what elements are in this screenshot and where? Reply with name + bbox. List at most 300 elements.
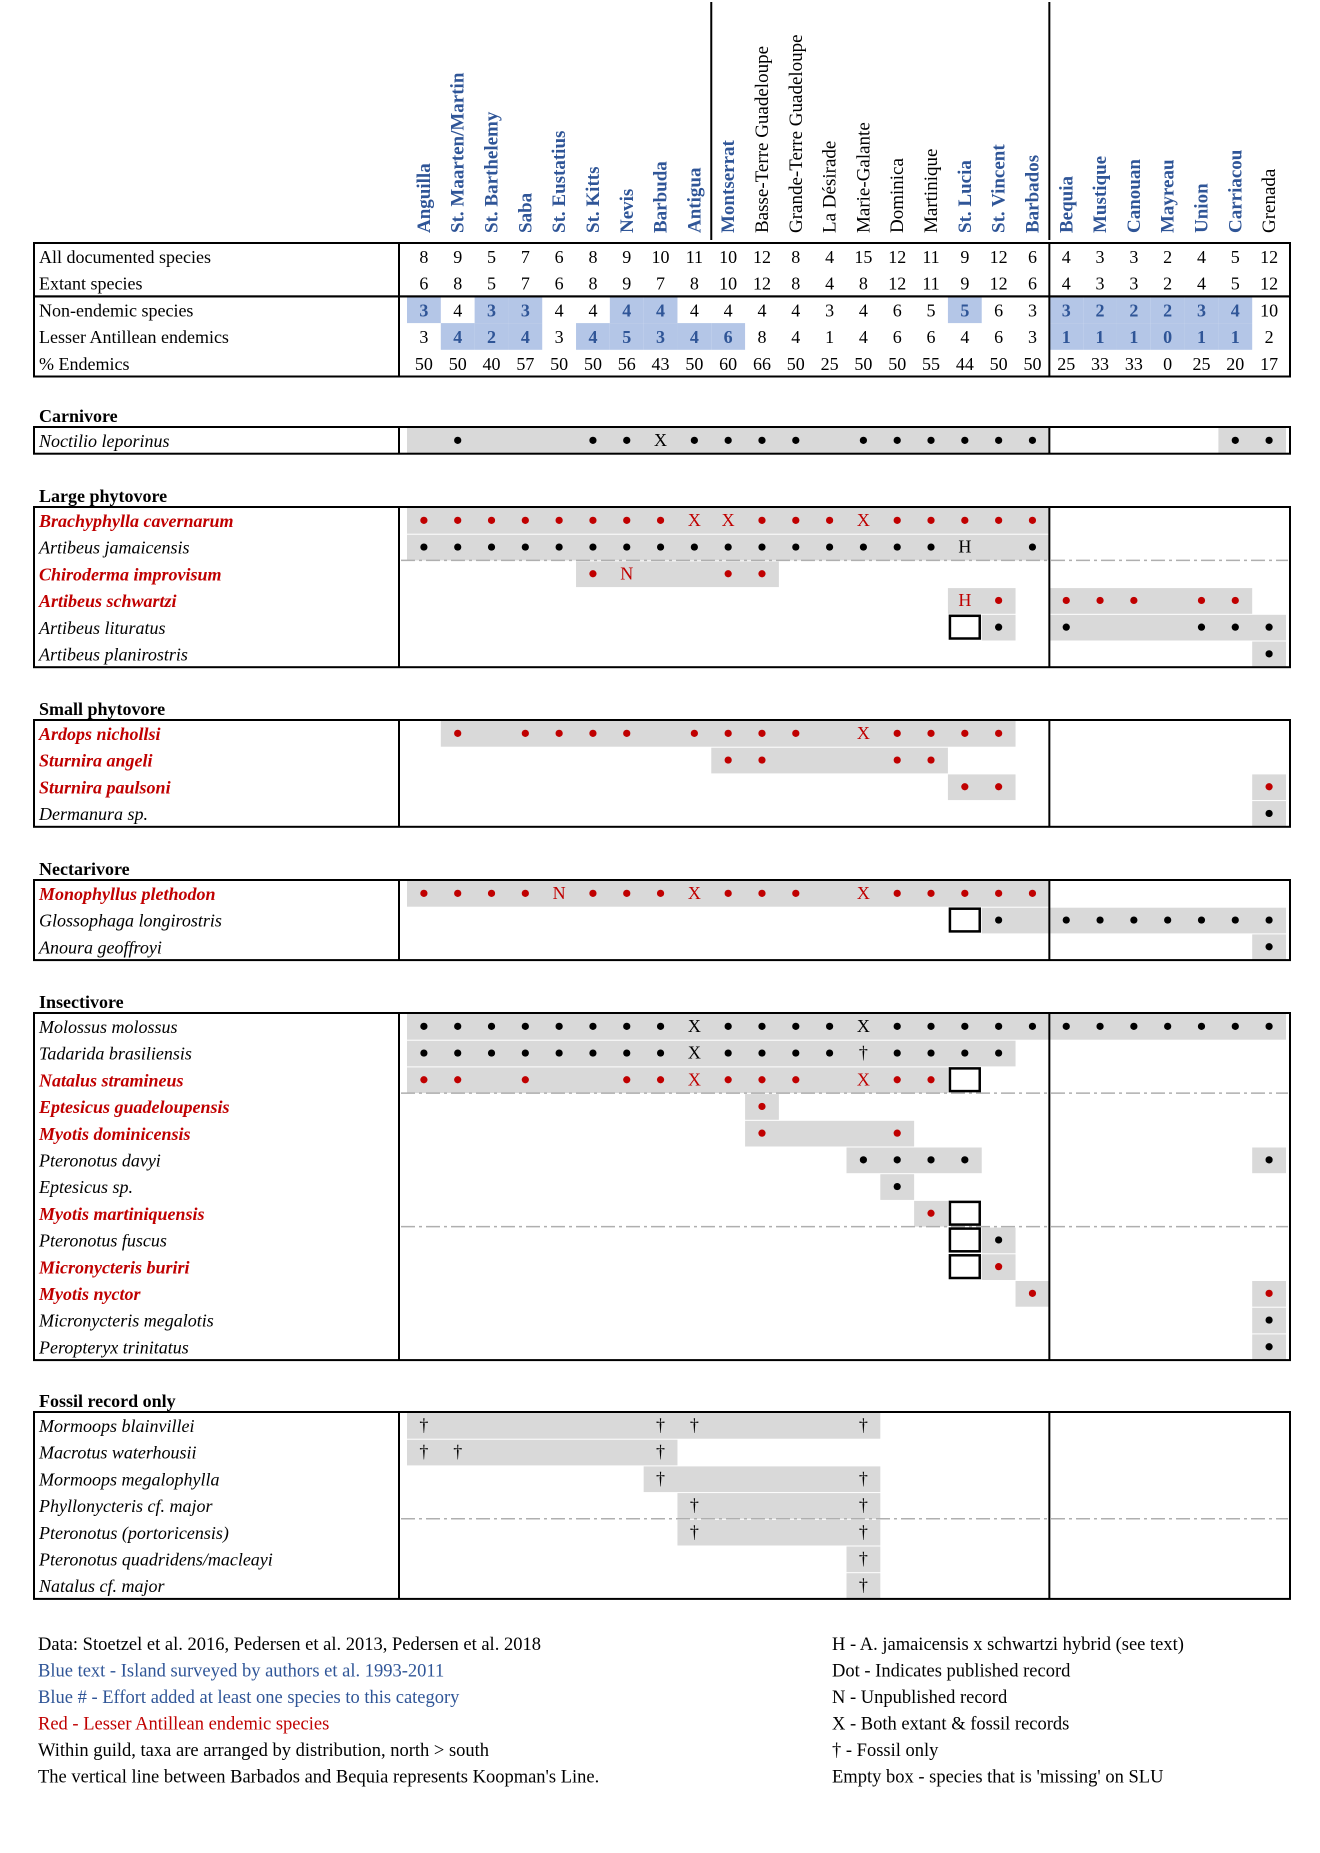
island-header: Anguilla	[413, 163, 435, 233]
section-title: Carnivore	[39, 406, 118, 426]
record-dot	[1265, 1023, 1272, 1030]
species-name: Sturnira angeli	[39, 750, 153, 771]
record-mark: †	[858, 1468, 868, 1489]
record-mark: X	[687, 1016, 701, 1036]
record-dot	[995, 916, 1002, 923]
species-name: Mormoops blainvillei	[39, 1416, 195, 1436]
summary-value: 50	[414, 353, 433, 374]
summary-value: 8	[453, 273, 463, 294]
summary-value: 4	[757, 300, 767, 321]
summary-value: 2	[1129, 300, 1139, 321]
record-dot	[1265, 624, 1272, 631]
record-mark: †	[419, 1415, 429, 1435]
record-dot	[657, 1049, 664, 1056]
record-mark: †	[858, 1042, 868, 1063]
summary-value: 5	[487, 273, 497, 294]
record-mark: H	[958, 590, 972, 611]
summary-value: 15	[854, 247, 873, 267]
record-dot	[1130, 916, 1137, 923]
record-dot	[522, 1023, 529, 1030]
island-header: St. Lucia	[954, 160, 976, 233]
species-name: Mormoops megalophylla	[39, 1469, 220, 1490]
record-dot	[623, 1076, 630, 1083]
summary-value: 6	[892, 327, 902, 348]
summary-value: 10	[719, 273, 738, 294]
record-dot	[725, 437, 732, 444]
legend-left-line: Red - Lesser Antillean endemic species	[38, 1714, 330, 1735]
summary-value: 4	[791, 327, 801, 348]
record-dot	[927, 543, 934, 550]
island-header: Antigua	[684, 167, 706, 233]
island-header: Union	[1191, 183, 1213, 233]
record-dot	[589, 1049, 596, 1056]
record-dot	[758, 1049, 765, 1056]
summary-value: 5	[1230, 273, 1240, 294]
summary-value: 50	[786, 353, 805, 374]
species-name: Pteronotus quadridens/macleayi	[39, 1549, 273, 1570]
record-dot	[995, 1236, 1002, 1243]
island-header: Montserrat	[718, 140, 740, 233]
record-dot	[1265, 810, 1272, 817]
record-dot	[556, 730, 563, 737]
summary-value: 4	[554, 300, 564, 321]
record-dot	[556, 1049, 563, 1056]
record-dot	[792, 543, 799, 550]
summary-value: 50	[685, 353, 704, 374]
record-mark: †	[858, 1548, 868, 1569]
record-dot	[623, 890, 630, 897]
record-dot	[725, 756, 732, 763]
species-name: Eptesicus sp.	[39, 1177, 133, 1198]
record-dot	[1265, 916, 1272, 923]
species-name: Micronycteris megalotis	[39, 1310, 214, 1331]
summary-value: 3	[487, 300, 497, 321]
record-dot	[1063, 597, 1070, 604]
summary-value: 4	[825, 247, 835, 267]
record-dot	[995, 1049, 1002, 1056]
island-header: Grande-Terre Guadeloupe	[785, 34, 807, 233]
record-dot	[657, 890, 664, 897]
record-dot	[758, 890, 765, 897]
summary-value: 33	[1091, 353, 1110, 374]
record-dot	[860, 543, 867, 550]
record-dot	[927, 517, 934, 524]
record-mark: N	[620, 563, 634, 584]
legend-right-line: X - Both extant & fossil records	[832, 1714, 1070, 1735]
island-header: St. Maarten/Martin	[447, 72, 469, 233]
summary-value: 4	[723, 300, 733, 321]
record-dot	[1265, 1156, 1272, 1163]
summary-label: Lesser Antillean endemics	[39, 327, 229, 348]
record-mark: X	[654, 430, 668, 450]
record-dot	[927, 1210, 934, 1217]
record-dot	[758, 730, 765, 737]
species-name: Monophyllus plethodon	[39, 884, 216, 904]
record-dot	[1198, 1023, 1205, 1030]
summary-value: 25	[820, 353, 839, 374]
summary-value: 11	[922, 273, 940, 294]
summary-value: 4	[656, 300, 666, 321]
summary-value: 1	[1061, 327, 1071, 348]
record-dot	[792, 437, 799, 444]
summary-value: 4	[1061, 273, 1071, 294]
record-dot	[556, 1023, 563, 1030]
summary-value: 3	[825, 300, 835, 321]
summary-value: 4	[689, 327, 699, 348]
record-dot	[1063, 1023, 1070, 1030]
summary-value: 9	[960, 273, 970, 294]
island-header: Bequia	[1056, 175, 1078, 233]
summary-value: 50	[888, 353, 907, 374]
summary-value: 5	[487, 247, 497, 267]
summary-value: 3	[1129, 273, 1139, 294]
summary-value: 4	[520, 327, 530, 348]
record-dot	[927, 730, 934, 737]
record-dot	[454, 1023, 461, 1030]
record-mark: †	[656, 1441, 666, 1462]
species-name: Myotis martiniquensis	[39, 1203, 205, 1224]
record-dot	[995, 730, 1002, 737]
summary-value: 10	[719, 247, 738, 267]
record-dot	[454, 1049, 461, 1056]
summary-value: 50	[550, 353, 569, 374]
species-name: Sturnira paulsoni	[39, 777, 171, 798]
record-dot	[657, 517, 664, 524]
record-dot	[792, 1076, 799, 1083]
record-dot	[927, 1049, 934, 1056]
record-dot	[758, 1103, 765, 1110]
summary-value: 4	[858, 300, 868, 321]
record-dot	[961, 730, 968, 737]
island-header: Basse-Terre Guadeloupe	[751, 45, 773, 233]
summary-value: 44	[955, 353, 974, 374]
record-dot	[589, 890, 596, 897]
section-title: Small phytovore	[39, 699, 166, 719]
record-mark: N	[552, 883, 566, 903]
record-dot	[961, 890, 968, 897]
record-dot	[522, 543, 529, 550]
summary-label: All documented species	[39, 247, 211, 267]
record-dot	[1232, 624, 1239, 631]
island-header: La Désirade	[819, 140, 841, 233]
summary-value: 3	[656, 327, 666, 348]
summary-value: 12	[752, 273, 771, 294]
summary-value: 5	[926, 300, 936, 321]
summary-value: 1	[1230, 327, 1240, 348]
summary-value: 2	[1264, 327, 1274, 348]
record-dot	[1265, 943, 1272, 950]
summary-value: 9	[960, 247, 970, 267]
record-dot	[894, 1183, 901, 1190]
legend-left-line: Blue # - Effort added at least one species to this category	[38, 1688, 460, 1708]
record-dot	[758, 437, 765, 444]
missing-box	[950, 1229, 980, 1252]
summary-value: 4	[588, 300, 598, 321]
record-dot	[488, 1049, 495, 1056]
record-dot	[1265, 437, 1272, 444]
record-dot	[1130, 597, 1137, 604]
record-mark: X	[856, 1016, 870, 1036]
summary-value: 8	[757, 327, 767, 348]
summary-value: 50	[989, 353, 1008, 374]
summary-value: 4	[588, 327, 598, 348]
section-title: Insectivore	[39, 992, 124, 1012]
record-dot	[927, 437, 934, 444]
record-dot	[454, 1076, 461, 1083]
record-dot	[1063, 624, 1070, 631]
record-dot	[488, 890, 495, 897]
summary-value: 6	[994, 327, 1004, 348]
species-name: Pteronotus davyi	[39, 1150, 161, 1171]
missing-box	[950, 1068, 980, 1091]
record-dot	[623, 517, 630, 524]
record-dot	[657, 1023, 664, 1030]
summary-value: 4	[453, 327, 463, 348]
summary-value: 10	[1260, 300, 1279, 321]
legend-left-line: Data: Stoetzel et al. 2016, Pedersen et al. 2013, Pedersen et al. 2018	[38, 1635, 541, 1655]
record-dot	[725, 1023, 732, 1030]
legend-right-line: † - Fossil only	[832, 1741, 939, 1761]
summary-value: 66	[752, 353, 771, 374]
record-dot	[522, 1076, 529, 1083]
record-dot	[454, 890, 461, 897]
summary-value: 3	[1129, 247, 1139, 267]
species-name: Artibeus jamaicensis	[39, 537, 190, 558]
summary-value: 8	[588, 273, 598, 294]
record-dot	[792, 1049, 799, 1056]
summary-value: 12	[752, 247, 771, 267]
species-name: Molossus molossus	[39, 1017, 178, 1037]
record-dot	[556, 517, 563, 524]
species-name: Chiroderma improvisum	[39, 564, 222, 585]
summary-value: 9	[622, 273, 632, 294]
record-dot	[758, 570, 765, 577]
record-dot	[725, 730, 732, 737]
summary-value: 5	[1230, 247, 1240, 267]
missing-box	[950, 616, 980, 639]
legend-right-line: H - A. jamaicensis x schwartzi hybrid (see text)	[832, 1635, 1184, 1655]
summary-value: 6	[419, 273, 429, 294]
summary-value: 5	[622, 327, 632, 348]
record-dot	[1265, 783, 1272, 790]
species-name: Phyllonycteris cf. major	[39, 1496, 213, 1517]
record-dot	[420, 543, 427, 550]
record-dot	[894, 543, 901, 550]
record-dot	[454, 517, 461, 524]
record-dot	[488, 1023, 495, 1030]
record-mark: †	[419, 1441, 429, 1462]
summary-value: 6	[723, 327, 733, 348]
island-header: Barbados	[1022, 154, 1044, 233]
record-dot	[1029, 543, 1036, 550]
record-mark: †	[858, 1415, 868, 1435]
record-dot	[860, 1156, 867, 1163]
island-header: Marie-Galante	[853, 122, 875, 233]
summary-value: 6	[892, 300, 902, 321]
record-dot	[894, 890, 901, 897]
record-dot	[894, 517, 901, 524]
summary-value: 2	[1095, 300, 1105, 321]
record-dot	[522, 517, 529, 524]
record-dot	[792, 890, 799, 897]
record-dot	[454, 437, 461, 444]
legend-right-line: N - Unpublished record	[832, 1688, 1008, 1708]
record-dot	[792, 1023, 799, 1030]
record-dot	[758, 756, 765, 763]
record-dot	[454, 730, 461, 737]
record-dot	[927, 1076, 934, 1083]
summary-value: 9	[453, 247, 463, 267]
record-dot	[1096, 916, 1103, 923]
summary-value: 33	[1124, 353, 1143, 374]
species-name: Ardops nichollsi	[39, 724, 161, 744]
island-header: St. Vincent	[988, 144, 1010, 233]
record-dot	[725, 543, 732, 550]
summary-value: 2	[487, 327, 497, 348]
island-header: Mustique	[1090, 155, 1112, 233]
island-header: Canouan	[1123, 159, 1145, 233]
record-dot	[894, 437, 901, 444]
species-name: Dermanura sp.	[39, 804, 149, 825]
summary-value: 12	[1260, 247, 1279, 267]
record-mark: H	[958, 536, 972, 557]
summary-value: 6	[926, 327, 936, 348]
record-dot	[1232, 437, 1239, 444]
record-dot	[894, 1156, 901, 1163]
summary-label: Non-endemic species	[39, 300, 194, 321]
record-dot	[995, 624, 1002, 631]
record-mark: X	[721, 510, 735, 530]
summary-value: 4	[622, 300, 632, 321]
summary-value: 4	[858, 327, 868, 348]
record-dot	[725, 1076, 732, 1083]
summary-value: 3	[1095, 273, 1105, 294]
summary-value: 6	[1027, 273, 1037, 294]
record-dot	[995, 597, 1002, 604]
record-dot	[995, 890, 1002, 897]
record-dot	[1198, 624, 1205, 631]
record-dot	[995, 517, 1002, 524]
summary-value: 4	[1230, 300, 1240, 321]
summary-value: 1	[1095, 327, 1105, 348]
species-name: Artibeus planirostris	[39, 644, 188, 665]
record-dot	[1232, 597, 1239, 604]
species-name: Artibeus schwartzi	[39, 591, 177, 612]
record-mark: †	[858, 1575, 868, 1596]
record-dot	[894, 1130, 901, 1137]
record-dot	[961, 437, 968, 444]
record-mark: X	[856, 883, 870, 903]
record-dot	[894, 730, 901, 737]
species-name: Macrotus waterhousii	[39, 1442, 197, 1463]
record-dot	[995, 1023, 1002, 1030]
record-dot	[961, 1156, 968, 1163]
record-dot	[961, 783, 968, 790]
record-dot	[1164, 916, 1171, 923]
island-header: St. Eustatius	[549, 130, 571, 233]
summary-value: 57	[516, 353, 535, 374]
legend-left-line: The vertical line between Barbados and Bequia represents Koopman's Line.	[38, 1767, 600, 1788]
island-header: St. Barthelemy	[481, 111, 503, 233]
missing-box	[950, 1202, 980, 1225]
record-dot	[894, 1049, 901, 1056]
record-dot	[995, 437, 1002, 444]
record-dot	[488, 543, 495, 550]
record-dot	[589, 517, 596, 524]
summary-value: 6	[554, 273, 564, 294]
species-name: Brachyphylla cavernarum	[39, 511, 234, 531]
island-header: Grenada	[1259, 168, 1281, 233]
summary-value: 3	[1095, 247, 1105, 267]
record-dot	[758, 543, 765, 550]
record-dot	[927, 756, 934, 763]
record-dot	[826, 543, 833, 550]
summary-value: 56	[617, 353, 636, 374]
record-dot	[894, 1076, 901, 1083]
summary-label: Extant species	[39, 273, 143, 294]
record-mark: †	[689, 1415, 699, 1435]
island-header: St. Kitts	[582, 166, 604, 233]
record-dot	[927, 890, 934, 897]
summary-value: 20	[1226, 353, 1245, 374]
record-dot	[792, 517, 799, 524]
species-name: Natalus stramineus	[39, 1070, 184, 1091]
record-mark: X	[856, 1069, 870, 1090]
summary-value: 4	[960, 327, 970, 348]
summary-value: 3	[1027, 300, 1037, 321]
record-dot	[589, 543, 596, 550]
summary-value: 5	[960, 300, 970, 321]
summary-value: 4	[689, 300, 699, 321]
record-mark: X	[687, 1042, 701, 1063]
island-header: Dominica	[887, 158, 909, 233]
record-dot	[691, 437, 698, 444]
record-dot	[657, 1076, 664, 1083]
legend-left-line: Within guild, taxa are arranged by distribution, north > south	[38, 1741, 490, 1761]
summary-value: 7	[656, 273, 666, 294]
record-dot	[927, 1156, 934, 1163]
island-header: Mayreau	[1157, 159, 1179, 233]
summary-value: 40	[482, 353, 501, 374]
species-name: Glossophaga longirostris	[39, 910, 222, 931]
section-title: Nectarivore	[39, 859, 130, 879]
summary-value: 50	[583, 353, 602, 374]
record-dot	[420, 1049, 427, 1056]
summary-label: % Endemics	[39, 353, 130, 374]
summary-value: 0	[1163, 327, 1173, 348]
record-dot	[589, 730, 596, 737]
record-dot	[623, 730, 630, 737]
record-mark: †	[689, 1495, 699, 1516]
species-name: Myotis nyctor	[39, 1284, 141, 1304]
record-dot	[725, 890, 732, 897]
record-dot	[1265, 1290, 1272, 1297]
record-dot	[623, 543, 630, 550]
record-mark: †	[656, 1468, 666, 1489]
record-mark: X	[687, 510, 701, 530]
island-header: Nevis	[616, 188, 638, 233]
record-mark: X	[856, 510, 870, 530]
summary-value: 12	[989, 247, 1008, 267]
summary-value: 4	[1196, 247, 1206, 267]
record-dot	[1265, 650, 1272, 657]
record-dot	[927, 1023, 934, 1030]
record-dot	[1029, 1023, 1036, 1030]
summary-value: 2	[1163, 273, 1173, 294]
record-dot	[894, 756, 901, 763]
record-dot	[691, 730, 698, 737]
record-dot	[420, 517, 427, 524]
